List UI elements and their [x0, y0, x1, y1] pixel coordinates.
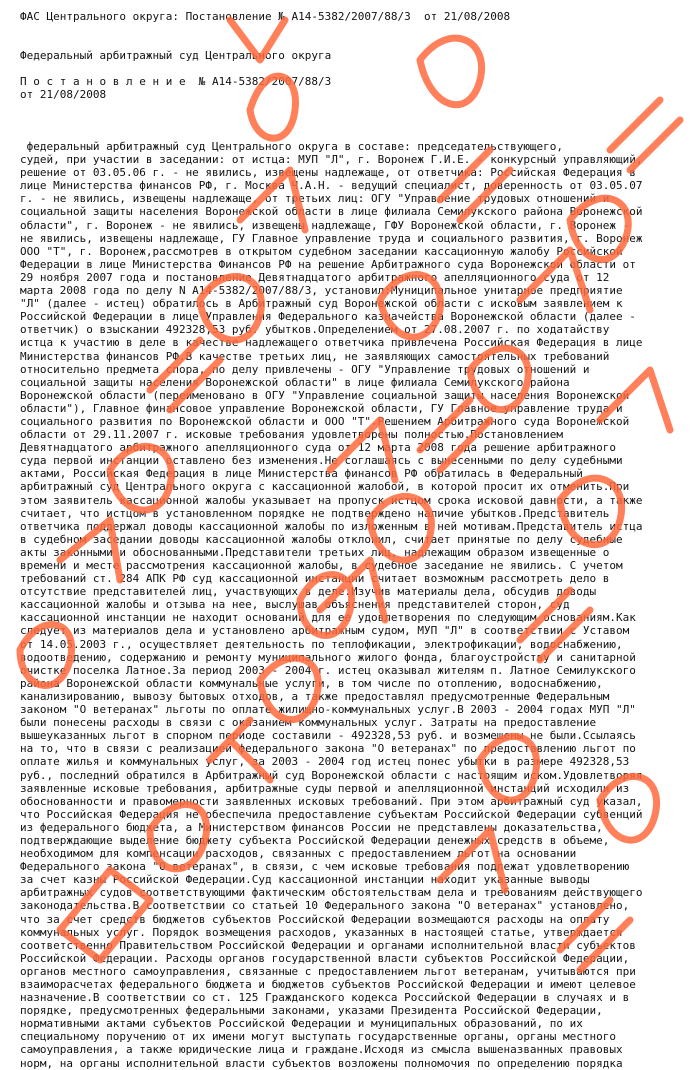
body-line: считает, что истцом в установленном порядке не подтверждено наличие убытков.Представитель: [20, 506, 610, 520]
body-line: 29 ноября 2007 года и постановление Девятнадцатого арбитражного апелляционного суда от 12: [20, 270, 610, 284]
body-line: соответственно Правительством Российской Федерации и органами исполнительной власти субъектов: [20, 938, 636, 952]
body-line: что Российская Федерация не обеспечила предоставление субъектам Российской Федерации субвенций: [20, 807, 643, 821]
body-line: были понесены расходы в связи с оказанием коммунальных услуг. Затраты на предоставление: [20, 716, 597, 730]
document-header-title: ФАС Центрального округа: Постановление № А14-5382/2007/88/3 от 21/08/2008: [20, 10, 511, 23]
body-line: следует из материалов дела и установлено арбитражным судом, МУП "Л" в соответствии с Уставом: [20, 624, 630, 638]
body-line: актами, Российская Федерация в лице Министерства финансов РФ обратилась в Федеральный: [20, 467, 583, 481]
body-line: Девятнадцатого арбитражного апелляционного суда от 12 марта 2008 года решение арбитражного: [20, 441, 617, 455]
body-line: порядке, предусмотренных федеральными законами, указами Президента Российской Федерации,: [20, 1004, 603, 1018]
body-line: кассационной инстанции не находит оснований для ее удовлетворения по следующим основаниям.Как: [20, 611, 636, 625]
body-line: суда первой инстанции оставлено без изменения.Не соглашаясь с вынесенными по делу судебными: [20, 454, 623, 468]
body-line: ООО "Т", г. Воронеж,рассмотрев в открытом судебном заседании кассационную жалобу Российской: [20, 244, 623, 258]
body-line: самоуправления, а также юридические лица и граждане.Исходя из смысла вышеназванных правовых: [20, 1043, 623, 1057]
document: [20, 10, 696, 1070]
body-line: водоотведению, содержанию и ремонту муниципального жилого фонда, благоустройству и санитарной: [20, 650, 636, 664]
body-line: социальной защиты населения Воронежской области" в лице филиала Семилукского района: [20, 375, 570, 389]
body-line: заявленные исковые требования, арбитражные суды первой и апелляционной инстанций исходили из: [20, 781, 630, 795]
body-line: ответчика поддержал доводы кассационной жалобы по изложенным в ней мотивам.Представитель истца: [20, 519, 643, 533]
body-line: лице Министерства финансов РФ, г. Москва Ч.А.Н. - ведущий специалист, доверенность от 03.05.07: [20, 179, 643, 193]
body-line: обоснованности и правомерности заявленных исковых требований. При этом арбитражный суд указал,: [20, 794, 643, 808]
body-line: ответчик) о взыскании 492328,53 руб. убытков.Определением от 27.08.2007 г. по ходатайству: [20, 323, 610, 337]
body-line: законом "О ветеранах" льготы по оплате жилищно-коммунальных услуг.В 2003 - 2004 годах МУП "Л": [20, 703, 636, 717]
decree-date: от 21/08/2008: [20, 88, 107, 101]
body-line: истца к участию в деле в качестве надлежащего ответчика привлечена Российская Федерация в лице: [20, 336, 643, 350]
body-line: законодательства.В соответствии со статьей 10 Федерального закона "О ветеранах" установлено,: [20, 899, 630, 913]
body-line: "Л" (далее - истец) обратилось в Арбитражный суд Воронежской области с исковым заявлением к: [20, 297, 623, 311]
body-line: области", г. Воронеж - не явились, извещены надлежаще, ГФУ Воронежской области, г. Воронеж -: [20, 218, 630, 232]
body-line: руб., последний обратился в Арбитражный суд Воронежской области с настоящим иском.Удовлетворяя: [20, 768, 643, 782]
body-line: марта 2008 года по делу N А14-5382/2007/88/3, установил:Муниципальное унитарное предприятие: [20, 284, 623, 298]
body-line: в судебном заседании доводы кассационной жалобы отклонил, считает принятые по делу судебные: [20, 532, 623, 546]
body-line: вышеуказанных льгот в спорном периоде составили - 492328,53 руб. и возмещены не были.Ссылаясь: [20, 729, 636, 743]
decree-title: П о с т а н о в л е н и е № А14-5382/2007/88/3: [20, 75, 332, 88]
body-line: социальной защиты населения Воронежской области в лице филиала Семилукского района Воронежской: [20, 205, 643, 219]
document-body: [20, 140, 696, 1070]
body-line: на то, что в связи с реализацией федерального закона "О ветеранах" по предоставлению льгот по: [20, 742, 636, 756]
body-line: области"), Главное финансовое управление Воронежской области, ГУ Главное управление труда и: [20, 401, 623, 415]
body-line: арбитражный суд Центрального округа с кассационной жалобой, в которой просит их отменить.При: [20, 480, 630, 494]
body-line: Воронежской области (переименовано в ОГУ "Управление социальной защиты населения Воронежской: [20, 388, 630, 402]
body-line: от 14.05.2003 г., осуществляет деятельность по теплофикации, электрофикации, водоснабжению,: [20, 637, 623, 651]
body-line: кассационной жалобы и отзыва на нее, выслушав объяснения представителей сторон, суд: [20, 598, 570, 612]
body-line: подтверждающие выделение бюджету субъекта Российской Федерации денежных средств в объеме,: [20, 833, 610, 847]
body-line: этом заявитель кассационной жалобы указывает на пропуск истцом срока исковой давности, а также: [20, 493, 643, 507]
body-line: области от 29.11.2007 г. исковые требования удовлетворены полностью.Постановлением: [20, 428, 564, 442]
body-line: Министерства финансов РФ.В качестве третьих лиц, не заявляющих самостоятельных требований: [20, 349, 610, 363]
body-line: норм, на органы исполнительной власти субъектов возложены полномочия по определению порядка: [20, 1056, 623, 1070]
body-line: социального развития по Воронежской области и ООО "Т".Решением Арбитражного суда Воронежской: [20, 414, 630, 428]
body-line: требований ст. 284 АПК РФ суд кассационной инстанции считает возможным рассмотреть дело в: [20, 572, 610, 586]
body-line: органов местного самоуправления, связанные с предоставлением льгот ветеранам, учитываются при: [20, 964, 636, 978]
body-line: Российской Федерации. Расходы органов государственной власти субъектов Российской Федерации,: [20, 951, 630, 965]
body-line: Российской Федерации в лице Управления Федерального казначейства Воронежской области (далее -: [20, 310, 636, 324]
body-line: за счет казны Российской Федерации.Суд кассационной инстанции находит указанные выводы: [20, 873, 590, 887]
body-line: коммунальных услуг. Порядок возмещения расходов, указанных в настоящей статье, утверждается: [20, 925, 623, 939]
court-name: Федеральный арбитражный суд Центрального округа: [20, 49, 332, 62]
body-line: необходимом для компенсации расходов, связанных с предоставлением льгот на основании: [20, 847, 577, 861]
body-line: не явились, извещены надлежаще, ГУ Главное управление труда и социального развития, г. Воронеж: [20, 231, 643, 245]
body-line: акты законными и обоснованными.Представители третьих лиц, надлежащим образом извещенные о: [20, 545, 610, 559]
body-line: отсутствие представителей лиц, участвующих в деле.Изучив материалы дела, обсудив доводы: [20, 585, 597, 599]
body-line: Федерального закона "О ветеранах", в связи, с чем исковые требования подлежат удовлетворению: [20, 860, 630, 874]
body-line: оплате жилья и коммунальных услуг, за 2003 - 2004 год истец понес убытки в размере 492328,53: [20, 755, 630, 769]
body-line: времени и месте рассмотрения кассационной жалобы, в судебное заседание не явились. С учетом: [20, 559, 623, 572]
body-line: из федерального бюджета, а Министерством финансов России не представлены доказательства,: [20, 820, 603, 834]
body-line: федеральный арбитражный суд Центрального округа в составе: председательствующего,: [20, 140, 564, 153]
body-line: нормативными актами субъектов Российской Федерации и муниципальных образований, по их: [20, 1017, 583, 1031]
body-line: судей, при участии в заседании: от истца: МУП "Л", г. Воронеж Г.И.Е. - конкурсный управляющий,: [20, 153, 643, 167]
body-line: очистке поселка Латное.За период 2003 - 2004 г. истец оказывал жителям п. Латное Семилукского: [20, 663, 636, 677]
body-line: района Воронежской области коммунальные услуги, в том числе по отоплению, водоснабжению,: [20, 676, 603, 690]
body-line: арбитражных судов соответствующими фактическим обстоятельствам дела и требованиям действующего: [20, 886, 643, 900]
body-line: назначение.В соответствии со ст. 125 Гражданского кодекса Российской Федерации в случаях и в: [20, 991, 630, 1005]
body-line: решение от 03.05.06 г. - не явились, извещены надлежаще, от ответчика: Российская Федерация в: [20, 166, 636, 180]
body-line: канализированию, вывозу бытовых отходов, а также предоставлял предусмотренные Федеральным: [20, 689, 610, 703]
body-line: относительно предмета спора, по делу привлечены - ОГУ "Управление трудовых отношений и: [20, 362, 590, 376]
body-line: специальному поручению от их имени могут выступать государственные органы, органы местного: [20, 1030, 617, 1044]
body-line: что за счет средств бюджетов субъектов Российской Федерации возмещаются расходы на оплату: [20, 912, 610, 926]
body-line: г. - не явились, извещены надлежаще, от третьих лиц: ОГУ "Управление трудовых отношений и: [20, 192, 610, 206]
body-line: Федерации в лице Министерства Финансов РФ на решение Арбитражного суда Воронежской области от: [20, 257, 636, 271]
body-line: взаиморасчетах федерального бюджета и бюджетов субъектов Российской Федерации и имеют целевое: [20, 978, 636, 991]
